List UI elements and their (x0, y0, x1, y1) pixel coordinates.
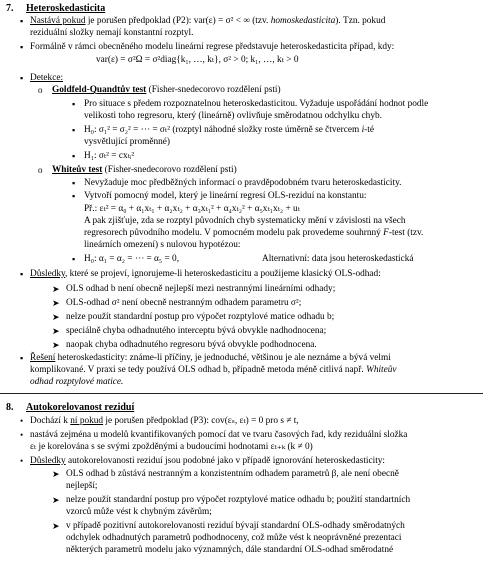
text-span: je porušen předpoklad (P2): var(ε (85, 16, 213, 26)
list-item: speciálně chyba odhadnutého interceptu bývá obvykle nadhodnocena; (66, 326, 327, 336)
paragraph-line (30, 416, 299, 428)
arrow-bullet: ➤ (52, 312, 60, 322)
term-nastava: Nastává pokud (30, 16, 86, 26)
square-bullet: ▪ (72, 178, 76, 188)
text-span: regresorech původního modelu. V pomocném modelu pak provedeme souhrnný (84, 228, 384, 238)
text-span: (rozptyl náhodné složky roste úměrně se čtvercem (170, 125, 362, 135)
text-span: autokorelovanosti reziduí jsou podobné jako v případě ignorování heteroskedasticity: (65, 456, 386, 466)
text-span: komplikované. V praxi se tedy používá OLS odhad b, případně metoda méně citlivá např. (30, 365, 367, 375)
section-title: Heteroskedasticita (26, 3, 106, 14)
italic-term: i (361, 125, 365, 135)
paragraph-line: Pro situace s předem rozpoznatelnou heteroskedasticitou. Vyžaduje uspořádání hodnot podle (84, 99, 429, 109)
paragraph-line: Formálně v rámci obecněného modelu lineární regrese představuje heteroskedasticita případ, kdy: (30, 42, 395, 52)
paragraph-line: lineárních omezení) s nulovou hypotézou: (84, 240, 241, 250)
text-span: -test (tzv. (388, 228, 424, 238)
arrow-bullet: ➤ (52, 284, 60, 294)
hollow-bullet: o (38, 165, 43, 175)
section-divider (0, 393, 483, 394)
term-dusledky: Důsledky (30, 269, 66, 279)
gq-title: Goldfeld-Quandtův test (52, 85, 147, 95)
square-bullet: ▪ (72, 151, 76, 161)
underlined-term: ní pokud (70, 416, 104, 426)
arrow-bullet: ➤ (52, 495, 60, 505)
paragraph-line: reziduální složky nemají konstantní rozptyl. (30, 28, 194, 38)
formula: H₀: α₁ = α₂ = ⋯ = α₅ = 0, (84, 254, 180, 264)
square-bullet: ▪ (20, 269, 24, 279)
paragraph-line (30, 365, 397, 377)
text-span: Dochází k (30, 416, 71, 426)
section-number: 7. (6, 3, 14, 14)
arrow-bullet: ➤ (52, 469, 60, 479)
paragraph-line (30, 16, 385, 28)
list-item: nejlepší; (66, 481, 98, 491)
formula: Př.: εₜ² = α₀ + α₁xₜ₁ + α₂xₜ₂ + α₃xₜ₁² + α₄xₜ₂² + α₅xₜ₁xₜ₂ + uₜ (84, 204, 301, 214)
term-reseni: Řešení (30, 353, 56, 363)
paragraph-line (84, 125, 374, 137)
text-span: (Fisher-snedecorovo rozdělení psti) (146, 85, 281, 95)
paragraph-line: odhad rozptylové matice. (30, 377, 124, 387)
list-item: nelze použít standardní postup pro výpočet rozptylové matice odhadu b; použití standartních (66, 495, 411, 505)
list-item: vzorců může vést k chybným závěrům; (66, 507, 212, 517)
paragraph-line (30, 456, 385, 468)
list-item: odchylek odhadnutých parametrů podhodnoceny, což může vést k neoprávněné prezentaci (66, 533, 402, 543)
italic-term: F (383, 228, 389, 238)
text-span: (Fisher-snedecorovo rozdělení psti) (102, 165, 237, 175)
paragraph-line: Alternativní: data jsou heteroskedastická (262, 254, 414, 264)
term-dusledky: Důsledky (30, 456, 66, 466)
arrow-bullet: ➤ (52, 298, 60, 308)
square-bullet: ▪ (20, 16, 24, 26)
list-item: některých parametrů modelu jako významných, dále standardní OLS-odhad směrodatné (66, 545, 394, 555)
square-bullet: ▪ (72, 191, 76, 201)
paragraph-line: nastává zejména u modelů kvantifikovaných pomocí dat ve tvaru časových řad, kdy reziduální složka (30, 430, 408, 440)
paragraph-line: A pak zjišťuje, zda se rozptyl původních chyb systematicky mění v závislosti na všech (84, 216, 406, 226)
section-heading (6, 402, 134, 414)
paragraph-line (84, 228, 423, 240)
section-number: 8. (6, 402, 14, 413)
white-title: Whiteův test (52, 165, 103, 175)
italic-term: homoskedasticita (270, 16, 336, 26)
square-bullet: ▪ (20, 42, 24, 52)
hollow-bullet: o (38, 85, 43, 95)
square-bullet: ▪ (72, 99, 76, 109)
subheading-gq (52, 85, 281, 97)
list-item: OLS odhad b není obecně nejlepší mezi nestrannými lineárními odhady; (66, 284, 336, 294)
text-span: heteroskedasticity: známe-li příčiny, je jednoduché, většinou je ale neznáme a bývá velmi (55, 353, 391, 363)
square-bullet: ▪ (72, 254, 76, 264)
filled-bullet: • (20, 430, 24, 440)
list-item: naopak chyba odhadnutého regresoru bývá obvykle podhodnocena. (66, 340, 317, 350)
paragraph-line (30, 353, 391, 365)
list-item: OLS odhad b zůstává nestranným a konzistentním odhadem parametrů β, ale není obecně (66, 469, 399, 479)
filled-bullet: • (20, 456, 24, 466)
list-item: nelze použít standardní postup pro výpočet rozptylové matice odhadu b; (66, 312, 335, 322)
square-bullet: ▪ (72, 125, 76, 135)
list-item: v případě pozitivní autokorelovanosti reziduí bývají standardní OLS-odhady směrodatných (66, 521, 405, 531)
square-bullet: ▪ (20, 73, 24, 83)
formula: H₁: σₜ² = cxₜᵢ² (84, 151, 135, 161)
text-span: -té (364, 125, 374, 135)
section-title: Autokorelovanost reziduí (26, 402, 135, 413)
formula: var(ε) = σ²Ω = σ²diag{k₁, …, kₜ}, σ² > 0; k₁, …, kₜ > 0 (96, 55, 299, 65)
detekce-label: Detekce: (30, 73, 64, 83)
list-item: OLS-odhad σ² není obecně nestranným odhadem parametru σ²; (66, 298, 302, 308)
arrow-bullet: ➤ (52, 326, 60, 336)
paragraph-line: velikosti toho regresoru, který (lineárně) ovlivňuje směrodatnou odchylku chyb. (84, 111, 382, 121)
text-span: , které se projeví, ignorujeme-li heteroskedasticitu a použijeme klasický OLS-odhad: (65, 269, 381, 279)
square-bullet: ▪ (20, 353, 24, 363)
subheading-white (52, 165, 237, 177)
paragraph-line: εₜ je korelována s se svými zpožděnými a budoucími hodnotami εₜ₊ₖ (k ≠ 0) (30, 442, 313, 452)
section-heading (6, 3, 105, 15)
text-span: je porušen předpoklad (P3): cov(εₛ, εₜ) = 0 pro s ≠ t, (103, 416, 299, 426)
italic-term: Whiteův (366, 365, 397, 375)
arrow-bullet: ➤ (52, 521, 60, 531)
arrow-bullet: ➤ (52, 340, 60, 350)
text-span: ). Tzn. pokud (335, 16, 386, 26)
formula: H₀: σ₁² = σ₂² = ⋯ = σₜ² (84, 125, 171, 135)
paragraph-line: Vytvoří pomocný model, který je lineární regresí OLS-reziduí na konstantu: (84, 191, 367, 201)
paragraph-line: vysvětlující proměnné) (84, 137, 170, 147)
text-span: ) = σ² < ∞ (tzv. (212, 16, 271, 26)
filled-bullet: • (20, 416, 24, 426)
paragraph-line: Nevyžaduje moc předběžných informací o pravděpodobném tvaru heteroskedasticity. (84, 178, 402, 188)
paragraph-line (30, 269, 381, 281)
